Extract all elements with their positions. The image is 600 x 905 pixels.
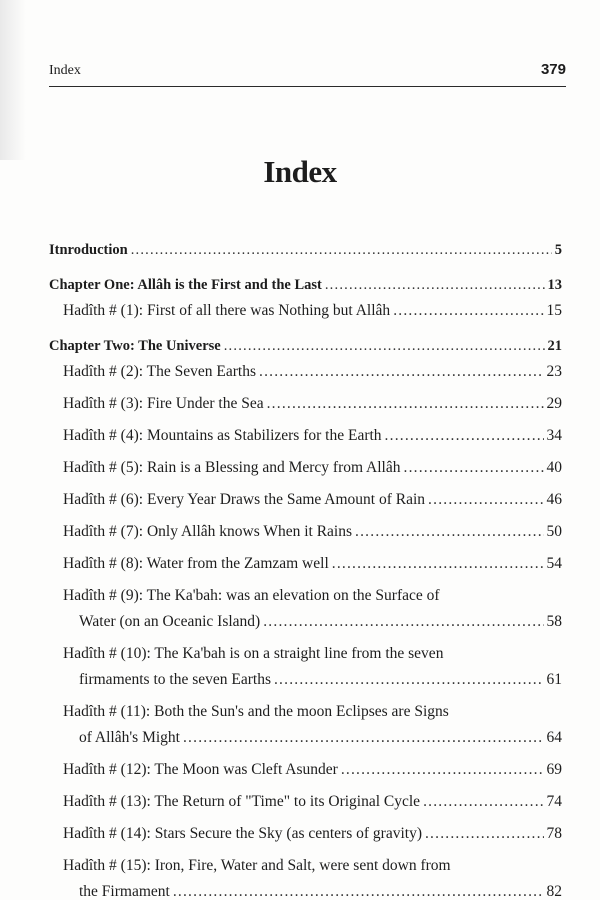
leader-dots xyxy=(183,725,544,751)
toc-entry-hadith-6[interactable] xyxy=(49,487,562,513)
toc-entry-chapter-two[interactable] xyxy=(49,333,562,359)
toc-entry-label: Hadîth # (12): The Moon was Cleft Asunder xyxy=(63,761,338,778)
toc-entry-label: Itnroduction xyxy=(49,242,128,258)
toc-entry-page: 50 xyxy=(546,523,562,540)
toc-entry-hadith-2[interactable] xyxy=(49,359,562,385)
leader-dots xyxy=(404,455,544,481)
page-title: Index xyxy=(263,154,337,189)
toc-entry-hadith-15[interactable] xyxy=(49,853,562,905)
toc-entry-introduction[interactable] xyxy=(49,237,562,263)
leader-dots xyxy=(385,423,544,449)
toc-entry-label: Hadîth # (15): Iron, Fire, Water and Salt, were sent down from xyxy=(63,857,451,874)
leader-dots xyxy=(274,667,544,693)
running-head-title: Index xyxy=(49,63,81,78)
toc-entry-label: Hadîth # (14): Stars Secure the Sky (as centers of gravity) xyxy=(63,825,422,842)
toc-entry-label: Hadîth # (2): The Seven Earths xyxy=(63,363,256,380)
toc-entry-page: 61 xyxy=(546,671,562,688)
leader-dots xyxy=(425,821,544,847)
toc-entry-page: 23 xyxy=(546,363,562,380)
toc-entry-label: Hadîth # (7): Only Allâh knows When it Rains xyxy=(63,523,353,540)
toc-entry-page: 54 xyxy=(546,555,562,572)
leader-dots xyxy=(267,391,544,417)
leader-dots xyxy=(355,519,543,545)
toc-entry-page: 78 xyxy=(546,825,562,842)
leader-dots xyxy=(428,487,543,513)
toc-entry-label: Hadîth # (10): The Ka'bah is on a straight line from the seven xyxy=(63,645,444,662)
leader-dots xyxy=(332,551,544,577)
toc-entry-page: 21 xyxy=(547,338,562,354)
table-of-contents xyxy=(49,237,562,905)
toc-entry-page: 40 xyxy=(546,459,562,476)
toc-entry-label: Chapter Two: The Universe xyxy=(49,338,221,354)
toc-entry-page: 74 xyxy=(546,793,562,810)
toc-entry-page: 34 xyxy=(546,427,562,444)
toc-entry-label-continued: firmaments to the seven Earths xyxy=(79,671,271,688)
header-rule xyxy=(49,86,566,87)
leader-dots xyxy=(393,298,543,324)
toc-entry-label-continued: the Firmament xyxy=(79,883,170,900)
toc-entry-page: 15 xyxy=(546,302,562,319)
leader-dots xyxy=(423,789,543,815)
leader-dots xyxy=(325,272,545,298)
toc-entry-page: 69 xyxy=(546,761,562,778)
leader-dots xyxy=(263,609,543,635)
toc-entry-label: Hadîth # (11): Both the Sun's and the moon Eclipses are Signs xyxy=(63,703,449,720)
toc-entry-label: Hadîth # (3): Fire Under the Sea xyxy=(63,395,264,412)
page-number: 379 xyxy=(540,61,566,78)
leader-dots xyxy=(224,333,545,359)
toc-entry-label: Hadîth # (9): The Ka'bah: was an elevation on the Surface of xyxy=(63,587,440,604)
toc-entry-label-continued: Water (on an Oceanic Island) xyxy=(79,613,261,630)
toc-entry-label: Hadîth # (4): Mountains as Stabilizers for the Earth xyxy=(63,427,382,444)
leader-dots xyxy=(341,757,544,783)
toc-entry-hadith-3[interactable] xyxy=(49,391,562,417)
toc-entry-hadith-14[interactable] xyxy=(49,821,562,847)
toc-entry-label: Hadîth # (13): The Return of "Time" to its Original Cycle xyxy=(63,793,421,810)
toc-entry-label: Hadîth # (8): Water from the Zamzam well xyxy=(63,555,329,572)
toc-entry-hadith-7[interactable] xyxy=(49,519,562,545)
toc-entry-hadith-12[interactable] xyxy=(49,757,562,783)
toc-entry-hadith-1[interactable] xyxy=(49,298,562,324)
toc-entry-chapter-one[interactable] xyxy=(49,272,562,298)
toc-entry-hadith-8[interactable] xyxy=(49,551,562,577)
toc-entry-label: Chapter One: Allâh is the First and the Last xyxy=(49,277,322,293)
leader-dots xyxy=(259,359,544,385)
toc-entry-page: 46 xyxy=(546,491,562,508)
toc-entry-hadith-5[interactable] xyxy=(49,455,562,481)
toc-entry-hadith-4[interactable] xyxy=(49,423,562,449)
toc-entry-page: 58 xyxy=(546,613,562,630)
toc-entry-label: Hadîth # (5): Rain is a Blessing and Mercy from Allâh xyxy=(63,459,401,476)
running-head xyxy=(49,60,566,84)
toc-entry-page: 82 xyxy=(546,883,562,900)
toc-entry-hadith-13[interactable] xyxy=(49,789,562,815)
leader-dots xyxy=(131,237,552,263)
toc-entry-page: 64 xyxy=(546,729,562,746)
toc-entry-page: 13 xyxy=(547,277,562,293)
toc-entry-hadith-11[interactable] xyxy=(49,699,562,751)
toc-entry-hadith-9[interactable] xyxy=(49,583,562,635)
toc-entry-hadith-10[interactable] xyxy=(49,641,562,693)
toc-entry-label-continued: of Allâh's Might xyxy=(79,729,180,746)
page-edge-shadow xyxy=(0,0,26,160)
toc-entry-page: 29 xyxy=(546,395,562,412)
toc-entry-page: 5 xyxy=(554,242,562,258)
toc-entry-label: Hadîth # (6): Every Year Draws the Same Amount of Rain xyxy=(63,491,426,508)
leader-dots xyxy=(173,879,544,905)
toc-entry-label: Hadîth # (1): First of all there was Nothing but Allâh xyxy=(63,302,391,319)
